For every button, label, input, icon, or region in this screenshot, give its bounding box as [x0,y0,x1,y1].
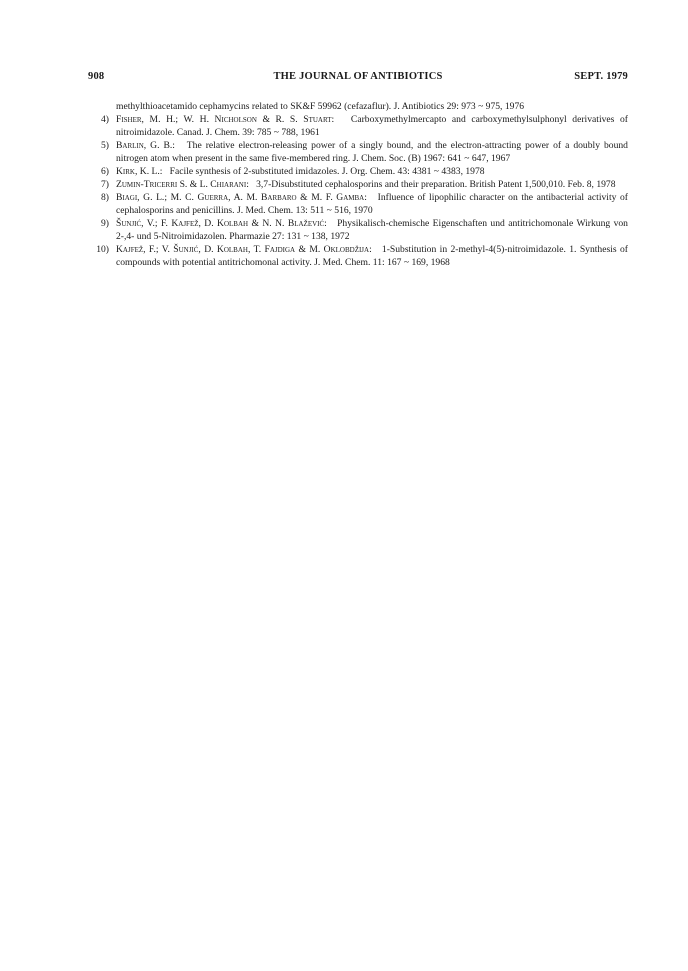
reference-authors: Zumin-Tricerri S. & L. Chiarani: [116,179,254,190]
reference-item [88,113,628,139]
reference-number: 5) [101,140,109,151]
reference-item [88,217,628,243]
reference-authors: Kirk, K. L.: [116,166,168,177]
reference-authors: Barlin, G. B.: [116,140,183,151]
page-number: 908 [88,71,105,82]
issue-date: SEPT. 1979 [574,71,628,82]
reference-continuation: methylthioacetamido cephamycins related to SK&F 59962 (cefazaflur). J. Antibiotics 29: 973 ~ 975, 1976 [116,101,525,112]
reference-item [88,243,628,269]
reference-item [88,178,628,191]
reference-item [88,165,628,178]
reference-text: Influence of lipophilic character on the antibacterial activity of cephalosporins and penicillins. J. Med. Chem. 13: 511 ~ 516, 1970 [116,192,628,216]
page-header [88,71,628,85]
reference-text: Physikalisch-chemische Eigenschaften und antitrichomonale Wirkung von 2-,4- und 5-Nitroimidazolen. Pharmazie 27: 131 ~ 138, 1972 [116,218,628,242]
reference-text: 1-Substitution in 2-methyl-4(5)-nitroimidazole. 1. Synthesis of compounds with potential antitrichomonal activity. J. Med. Chem. 11: 167 ~ 169, 1968 [116,244,628,268]
reference-list [88,100,628,269]
reference-number: 9) [101,218,109,229]
reference-item [88,191,628,217]
reference-authors: Kajfež, F.; V. Šunjić, D. Kolbah, T. Fajdiga & M. Oklobdžija: [116,244,379,255]
reference-authors: Fisher, M. H.; W. H. Nicholson & R. S. Stuart: [116,114,346,125]
reference-number: 10) [96,244,109,255]
journal-title: THE JOURNAL OF ANTIBIOTICS [273,71,443,82]
reference-number: 7) [101,179,109,190]
reference-number: 6) [101,166,109,177]
reference-text: The relative electron-releasing power of a singly bound, and the electron-attracting power of a doubly bound nitrogen atom when present in the same five-membered ring. J. Chem. Soc. (B) 1967: 641 ~ 647, 1967 [116,140,628,164]
reference-number: 8) [101,192,109,203]
reference-number: 4) [101,114,109,125]
reference-authors: Šunjić, V.; F. Kajfež, D. Kolbah & N. N. Blažević: [116,218,334,229]
reference-text: Facile synthesis of 2-substituted imidazoles. J. Org. Chem. 43: 4381 ~ 4383, 1978 [169,166,485,177]
reference-item [88,139,628,165]
reference-authors: Biagi, G. L.; M. C. Guerra, A. M. Barbaro & M. F. Gamba: [116,192,375,203]
reference-text: 3,7-Disubstituted cephalosporins and their preparation. British Patent 1,500,010. Feb. 8, 1978 [256,179,616,190]
reference-text: Carboxymethylmercapto and carboxymethylsulphonyl derivatives of nitroimidazole. Canad. J. Chem. 39: 785 ~ 788, 1961 [116,114,628,138]
